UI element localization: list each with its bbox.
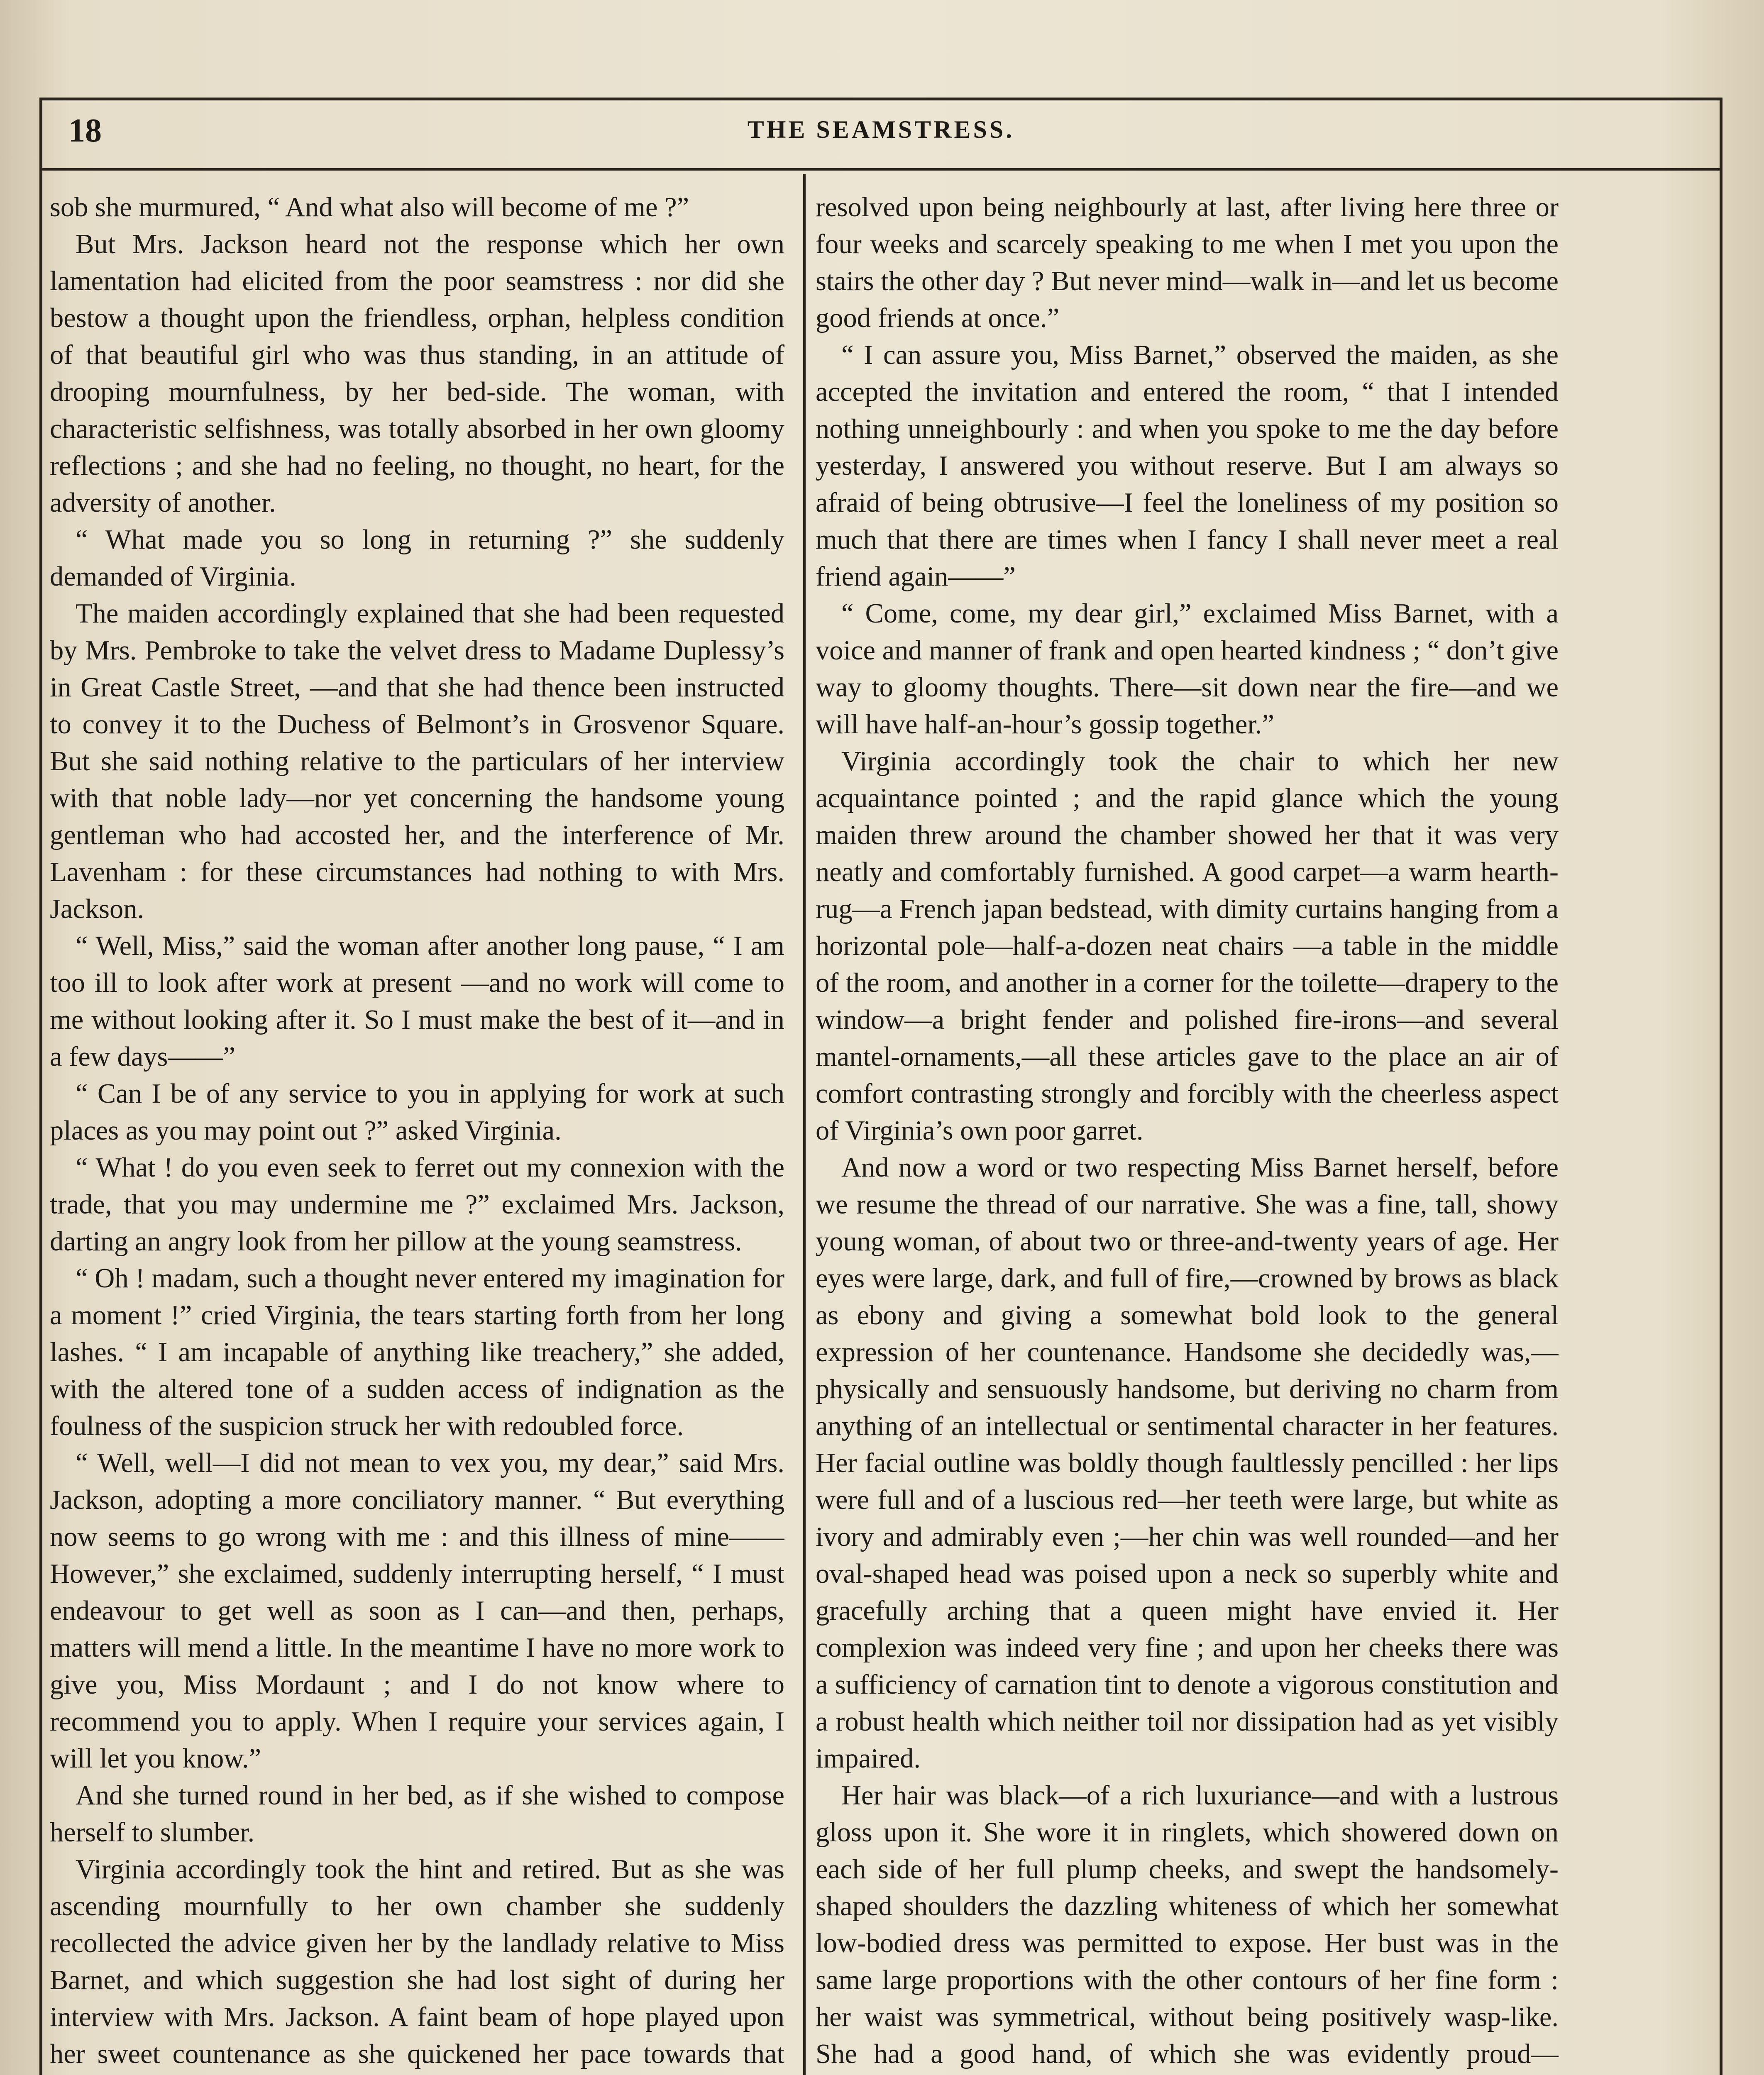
paragraph: “ What made you so long in returning ?” she suddenly demanded of Virginia. xyxy=(50,525,784,592)
paragraph: “ What ! do you even seek to ferret out my connexion with the trade, that you may undermine me ?” exclaimed Mrs. Jackson, darting an angry look from her pillow at the young seamstress. xyxy=(50,1152,784,1257)
left-column xyxy=(50,189,784,2075)
right-column xyxy=(816,189,1559,2075)
page-number: 18 xyxy=(68,112,102,149)
paragraph: The maiden accordingly explained that she had been requested by Mrs. Pembroke to take the velvet dress to Madame Duplessy’s in Great Castle Street, —and that she had thence been instructed to convey it to the Duchess of Belmont’s in Grosvenor Square. But she said nothing relative to the particulars of her interview with that noble lady—nor yet concerning the handsome young gentleman who had accosted her, and the interference of Mr. Lavenham : for these circumstances had nothing to with Mrs. Jackson. xyxy=(50,598,784,924)
paragraph: “ Can I be of any service to you in applying for work at such places as you may point out ?” asked Virginia. xyxy=(50,1079,784,1146)
paragraph: sob she murmured, “ And what also will become of me ?” xyxy=(50,192,689,222)
paragraph: “ I can assure you, Miss Barnet,” observed the maiden, as she accepted the invitation and entered the room, “ that I intended nothing unneighbourly : and when you spoke to me the day before yesterday, I answered you without reserve. But I am always so afraid of being obtrusive—I feel the loneliness of my position so much that there are times when I fancy I shall never meet a real friend again——” xyxy=(816,340,1559,592)
paragraph: Her hair was black—of a rich luxuriance—and with a lustrous gloss upon it. She wore it in ringlets, which showered down on each side of her full plump cheeks, and swept the handsomely-shaped shoulders the dazzling whiteness of which her somewhat low-bodied dress was permitted to expose. Her bust was in the same large proportions with the other contours of her fine form : her waist was symmetrical, without being positively wasp-like. She had a good hand, of which she was evidently proud— xyxy=(816,1780,1559,2069)
paragraph: resolved upon being neighbourly at last, after living here three or four weeks and scarcely speaking to me when I met you upon the stairs the other day ? But never mind—walk in—and let us become good friends at once.” xyxy=(816,192,1559,333)
paragraph: Virginia accordingly took the chair to which her new acquaintance pointed ; and the rapid glance which the young maiden threw around the chamber showed her that it was very neatly and comfortably furnished. A good carpet—a warm hearth-rug—a French japan bedstead, with dimity curtains hanging from a horizontal pole—half-a-dozen neat chairs —a table in the middle of the room, and another in a corner for the toilette—drapery to the window—a bright fender and polished fire-irons—and several mantel-ornaments,—all these articles gave to the place an air of comfort contrasting strongly and forcibly with the cheerless aspect of Virginia’s own poor garret. xyxy=(816,746,1559,1146)
paragraph: “ Oh ! madam, such a thought never entered my imagination for a moment !” cried Virginia, the tears starting forth from her long lashes. “ I am incapable of anything like treachery,” she added, with the altered tone of a sudden access of indignation as the foulness of the suspicion struck her with redoubled force. xyxy=(50,1263,784,1441)
paragraph: “ Well, Miss,” said the woman after another long pause, “ I am too ill to look after work at present —and no work will come to me without looking after it. So I must make the best of it—and in a few days——” xyxy=(50,931,784,1072)
paragraph: Virginia accordingly took the hint and retired. But as she was ascending mournfully to her own chamber she suddenly recollected the advice given her by the landlady relative to Miss Barnet, and which suggestion she had lost sight of during her interview with Mrs. Jackson. A faint beam of hope played upon her sweet countenance as she quickened her pace towards that xyxy=(50,1854,784,2069)
paragraph: “ Well, well—I did not mean to vex you, my dear,” said Mrs. Jackson, adopting a more conciliatory manner. “ But everything now seems to go wrong with me : and this illness of mine——However,” she exclaimed, suddenly interrupting herself, “ I must endeavour to get well as soon as I can—and then, perhaps, matters will mend a little. In the meantime I have no more work to give you, Miss Mordaunt ; and I do not know where to recommend you to apply. When I require your services again, I will let you know.” xyxy=(50,1448,784,1774)
running-head xyxy=(39,112,1722,149)
paragraph: And she turned round in her bed, as if she wished to compose herself to slumber. xyxy=(50,1780,784,1848)
paragraph: But Mrs. Jackson heard not the response which her own lamentation had elicited from the poor seamstress : nor did she bestow a thought upon the friendless, orphan, helpless condition of that beautiful girl who was thus standing, in an attitude of drooping mournfulness, by her bed-side. The woman, with characteristic selfishness, was totally absorbed in her own gloomy reflections ; and she had no feeling, no thought, no heart, for the adversity of another. xyxy=(50,229,784,518)
header-rule xyxy=(42,168,1720,171)
paragraph: And now a word or two respecting Miss Barnet herself, before we resume the thread of our narrative. She was a fine, tall, showy young woman, of about two or three-and-twenty years of age. Her eyes were large, dark, and full of fire,—crowned by brows as black as ebony and giving a somewhat bold look to the general expression of her countenance. Handsome she decidedly was,—physically and sensuously handsome, but deriving no charm from anything of an intellectual or sentimental character in her features. Her facial outline was boldly though faultlessly pencilled : her lips were full and of a luscious red—her teeth were large, but white as ivory and admirably even ;—her chin was well rounded—and her oval-shaped head was poised upon a neck so superbly white and gracefully arching that a queen might have envied it. Her complexion was indeed very fine ; and upon her cheeks there was a sufficiency of carnation tint to denote a vigorous constitution and a robust health which neither toil nor dissipation had as yet visibly impaired. xyxy=(816,1152,1559,1774)
column-divider xyxy=(803,174,806,2075)
running-title: THE SEAMSTRESS. xyxy=(747,116,1015,143)
paragraph: “ Come, come, my dear girl,” exclaimed Miss Barnet, with a voice and manner of frank and open hearted kindness ; “ don’t give way to gloomy thoughts. There—sit down near the fire—and we will have half-an-hour’s gossip together.” xyxy=(816,598,1559,740)
